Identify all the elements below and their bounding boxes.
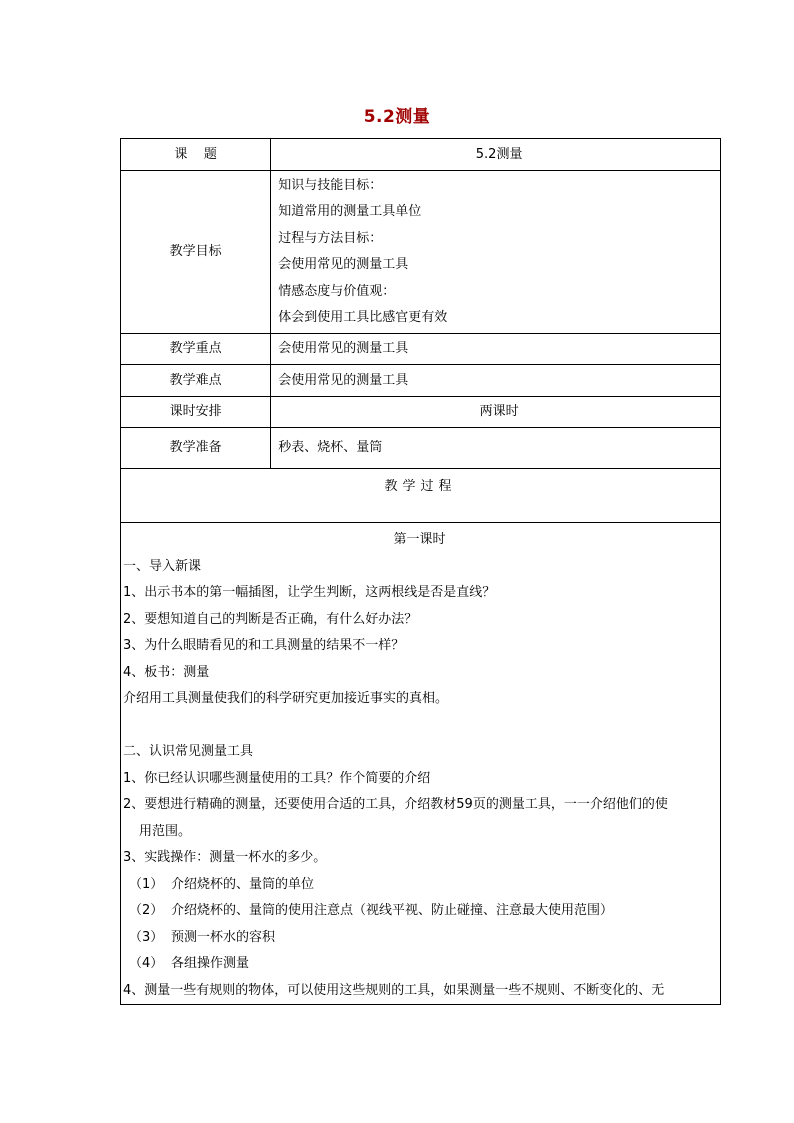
- goals-label: 教学目标: [121, 171, 271, 334]
- process-body: [121, 523, 721, 1005]
- goal-line: 知道常用的测量工具单位: [278, 204, 422, 219]
- first-lesson-heading: 第一课时: [393, 532, 446, 547]
- list-item: 1、出示书本的第一幅插图，让学生判断，这两根线是否是直线？: [123, 585, 496, 600]
- list-item: 3、实践操作：测量一杯水的多少。: [123, 850, 327, 865]
- sub-item-number: （3）: [129, 929, 164, 945]
- difficulty-row: [121, 365, 721, 397]
- preparation-value: 秒表、烧杯、量筒: [271, 428, 721, 469]
- schedule-value: 两课时: [271, 397, 721, 428]
- preparation-row: [121, 428, 721, 469]
- sub-list-item: [121, 925, 720, 952]
- sub-item-number: （2）: [129, 903, 164, 918]
- process-header-row: [121, 469, 721, 523]
- sub-item-text: 介绍烧杯的、量筒的使用注意点（视线平视、防止碰撞、注意最大使用范围）: [171, 903, 614, 918]
- goal-line: 会使用常见的测量工具: [278, 257, 409, 272]
- goals-value: [271, 171, 721, 334]
- process-header-text: 教学过程: [384, 479, 457, 494]
- list-item-continuation: 用范围。: [139, 823, 192, 839]
- list-item: 2、要想知道自己的判断是否正确，有什么好办法？: [123, 611, 418, 627]
- preparation-label: 教学准备: [121, 428, 271, 469]
- list-item: 1、你已经认识哪些测量使用的工具？作个简要的介绍: [123, 770, 431, 786]
- list-item: 3、为什么眼睛看见的和工具测量的结果不一样？: [123, 638, 405, 653]
- difficulty-value: 会使用常见的测量工具: [271, 365, 721, 397]
- goals-row: [121, 171, 721, 334]
- goal-line: 体会到使用工具比感官更有效: [278, 310, 448, 325]
- sub-item-number: （1）: [129, 876, 164, 892]
- list-item: 4、板书：测量: [123, 664, 210, 680]
- sub-item-text: 预测一杯水的容积: [171, 929, 276, 945]
- sub-list-item: [121, 872, 720, 899]
- sub-list-item: [121, 951, 720, 978]
- process-body-row: [121, 523, 721, 1005]
- key-point-row: [121, 334, 721, 365]
- blank-line: [121, 713, 720, 740]
- topic-value: 5.2测量: [271, 139, 721, 171]
- sub-item-text: 各组操作测量: [171, 956, 250, 971]
- list-item: 4、测量一些有规则的物体，可以使用这些规则的工具，如果测量一些不规则、不断变化的、无: [123, 982, 665, 998]
- lesson-plan-table: [120, 138, 721, 1005]
- list-item: 2、要想进行精确的测量，还要使用合适的工具，介绍教材59页的测量工具，一一介绍他们的使: [123, 797, 668, 812]
- schedule-label: 课时安排: [121, 397, 271, 428]
- sub-item-text: 介绍烧杯的、量筒的单位: [171, 876, 315, 892]
- difficulty-label: 教学难点: [121, 365, 271, 397]
- sub-item-number: （4）: [129, 956, 164, 971]
- goal-line: 情感态度与价值观：: [278, 283, 396, 299]
- topic-row: [121, 139, 721, 171]
- goal-line: 知识与技能目标：: [278, 177, 383, 193]
- section1-title: 一、导入新课: [123, 558, 202, 574]
- goal-line: 过程与方法目标：: [278, 230, 383, 246]
- process-header: [121, 469, 721, 523]
- section1-note: 介绍用工具测量使我们的科学研究更加接近事实的真相。: [123, 691, 449, 706]
- sub-list-item: [121, 898, 720, 925]
- key-point-label: 教学重点: [121, 334, 271, 365]
- section2-title: 二、认识常见测量工具: [123, 744, 254, 759]
- schedule-row: [121, 397, 721, 428]
- key-point-value: 会使用常见的测量工具: [271, 334, 721, 365]
- page-title: 5.2测量: [363, 107, 431, 127]
- topic-label: 课 题: [121, 139, 271, 171]
